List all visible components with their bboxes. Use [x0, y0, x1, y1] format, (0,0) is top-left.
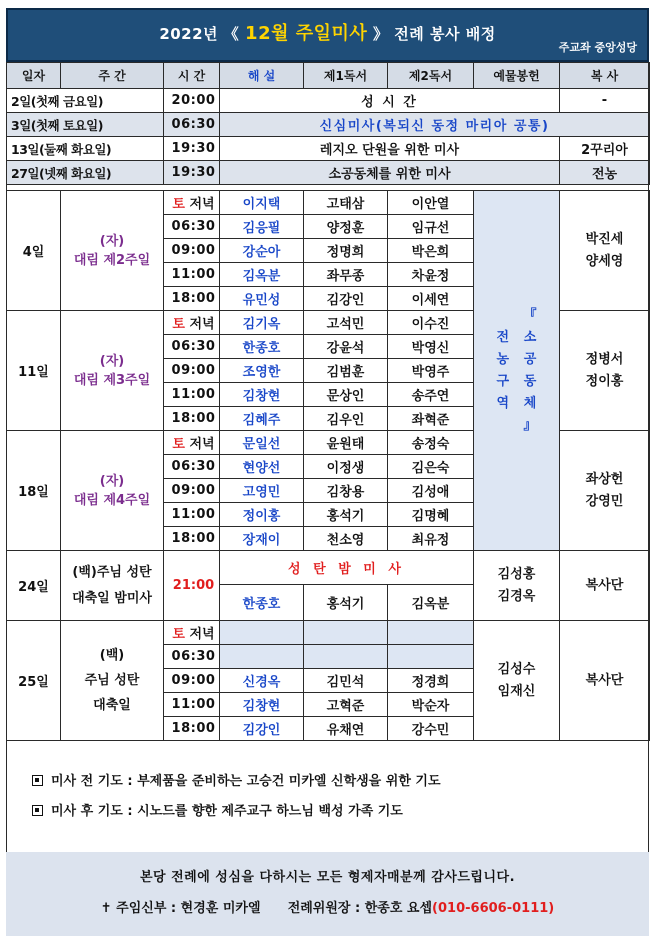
reader1	[304, 645, 388, 669]
title-open-bracket: 《	[223, 25, 240, 43]
square-bullet-icon	[32, 775, 43, 786]
reader1: 홍석기	[304, 503, 388, 527]
christmas-eve-label	[61, 551, 164, 621]
commentator: 김혜주	[220, 407, 304, 431]
reader2: 김명혜	[388, 503, 474, 527]
reader2: 김은숙	[388, 455, 474, 479]
offering-char: 『	[523, 307, 537, 323]
commentator: 현양선	[220, 455, 304, 479]
mass-time: 06:30	[164, 645, 220, 669]
special-date: 2일(첫째 금요일)	[7, 89, 164, 113]
offering-char: 소	[523, 329, 537, 345]
special-server: 전농	[560, 161, 650, 185]
liturgical-color: (자)	[99, 353, 125, 369]
reader1: 정명희	[304, 239, 388, 263]
offering-group-left	[496, 327, 509, 415]
sunday-week	[61, 191, 164, 311]
special-server: 2꾸리아	[560, 137, 650, 161]
pastor-signature: ✝ 주임신부 : 현경훈 미카엘	[100, 901, 261, 916]
mass-time: 18:00	[164, 527, 220, 551]
mass-time	[164, 191, 220, 215]
reader2: 강수민	[388, 717, 474, 741]
reader2: 송정숙	[388, 431, 474, 455]
offering-name: 김성홍	[497, 566, 536, 582]
offering-name: 김경옥	[497, 588, 536, 604]
special-row	[7, 137, 650, 161]
reader1: 홍석기	[304, 585, 388, 621]
reader1: 김민석	[304, 669, 388, 693]
reader2: 송주연	[388, 383, 474, 407]
title-subtitle: 주교좌 중앙성당	[558, 41, 637, 54]
header-commentator: 해 설	[220, 63, 304, 89]
commentator: 김창현	[220, 383, 304, 407]
reader1: 김창용	[304, 479, 388, 503]
reader1: 고석민	[304, 311, 388, 335]
reader2: 차윤정	[388, 263, 474, 287]
special-date: 27일(넷째 화요일)	[7, 161, 164, 185]
christmas-eve-event: 성 탄 밤 미 사	[220, 551, 474, 585]
mass-time: 09:00	[164, 669, 220, 693]
server-cell	[560, 431, 650, 551]
schedule-table	[6, 62, 650, 741]
commentator: 장재이	[220, 527, 304, 551]
reader2: 정경희	[388, 669, 474, 693]
offering-char: 역	[496, 395, 509, 411]
title-highlight: 12월 주일미사	[245, 23, 368, 44]
christmas-eve-row	[7, 551, 650, 585]
christmas-day-label-line: 대축일	[93, 698, 131, 713]
christmas-eve-date: 24일	[7, 551, 61, 621]
commentator: 한종호	[220, 585, 304, 621]
special-row	[7, 161, 650, 185]
server-name: 강영민	[585, 493, 624, 509]
header-reading2: 제2독서	[388, 63, 474, 89]
prayer-notes	[6, 767, 649, 827]
christmas-day-offering	[474, 621, 560, 741]
offering-char: 농	[496, 351, 509, 367]
server-cell	[560, 311, 650, 431]
commentator: 김강인	[220, 717, 304, 741]
offering-char: 체	[523, 395, 537, 411]
reader1: 김우인	[304, 407, 388, 431]
reader2: 임규선	[388, 215, 474, 239]
liturgical-color: (자)	[99, 473, 125, 489]
saturday-marker: 토	[172, 317, 185, 332]
special-time: 20:00	[164, 89, 220, 113]
mass-row	[7, 191, 650, 215]
reader1: 문상인	[304, 383, 388, 407]
special-date: 3일(첫째 토요일)	[7, 113, 164, 137]
thanks-message: 본당 전례에 성심을 다하시는 모든 형제자매분께 감사드립니다.	[139, 870, 516, 885]
server-name: 박진세	[585, 231, 624, 247]
reader2: 이수진	[388, 311, 474, 335]
special-event: 신심미사(복되신 동정 마리아 공통)	[220, 113, 650, 137]
commentator: 김응필	[220, 215, 304, 239]
christmas-eve-server: 복사단	[560, 551, 650, 621]
page-title	[8, 19, 647, 45]
offering-char: 전	[496, 329, 509, 345]
server-name: 양세영	[585, 253, 624, 269]
reader1: 천소영	[304, 527, 388, 551]
footer	[6, 852, 649, 936]
header-server: 복 사	[560, 63, 650, 89]
reader2: 김옥분	[388, 585, 474, 621]
reader1: 고태삼	[304, 191, 388, 215]
prayer-note	[32, 797, 649, 827]
mass-time: 11:00	[164, 693, 220, 717]
reader2: 이안열	[388, 191, 474, 215]
mass-time	[164, 311, 220, 335]
mass-time: 18:00	[164, 407, 220, 431]
mass-time	[164, 431, 220, 455]
header-date: 일자	[7, 63, 61, 89]
prayer-note	[32, 767, 649, 797]
mass-time: 06:30	[164, 455, 220, 479]
reader2: 박은희	[388, 239, 474, 263]
offering-char: 동	[523, 373, 537, 389]
special-date: 13일(둘째 화요일)	[7, 137, 164, 161]
reader2: 이세연	[388, 287, 474, 311]
header-offering: 예물봉헌	[474, 63, 560, 89]
chair-signature: 전례위원장 : 한종호 요셉	[287, 901, 433, 916]
mass-time: 18:00	[164, 287, 220, 311]
saturday-marker: 토	[172, 627, 185, 642]
sunday-week	[61, 311, 164, 431]
reader1: 이정생	[304, 455, 388, 479]
phone-number: (010-6606-0111)	[432, 901, 555, 916]
commentator: 이지택	[220, 191, 304, 215]
reader2	[388, 621, 474, 645]
special-time: 19:30	[164, 137, 220, 161]
commentator: 유민성	[220, 287, 304, 311]
offering-char: 』	[523, 417, 537, 433]
christmas-eve-time: 21:00	[164, 551, 220, 621]
special-event: 성 시 간	[220, 89, 560, 113]
mass-time-text: 저녁	[189, 627, 215, 642]
reader1	[304, 621, 388, 645]
reader2: 김성애	[388, 479, 474, 503]
server-name: 정이홍	[585, 373, 624, 389]
offering-char: 구	[496, 373, 509, 389]
mass-time: 06:30	[164, 215, 220, 239]
mass-row	[7, 621, 650, 645]
special-event: 소공동체를 위한 미사	[220, 161, 560, 185]
sunday-name: 대림 제4주일	[73, 492, 151, 508]
christmas-day-label-line: 주님 성탄	[84, 673, 140, 688]
mass-time-text: 저녁	[189, 197, 215, 212]
reader1: 윤원태	[304, 431, 388, 455]
commentator: 강순아	[220, 239, 304, 263]
sunday-week	[61, 431, 164, 551]
christmas-day-label-line: (백)	[99, 648, 125, 663]
commentator: 김기옥	[220, 311, 304, 335]
mass-time: 06:30	[164, 335, 220, 359]
server-name: 정병서	[585, 351, 624, 367]
reader1: 김강인	[304, 287, 388, 311]
header-time: 시 간	[164, 63, 220, 89]
commentator: 문일선	[220, 431, 304, 455]
commentator	[220, 645, 304, 669]
reader1: 양정훈	[304, 215, 388, 239]
signature-line	[6, 885, 649, 916]
square-bullet-icon	[32, 805, 43, 816]
special-row	[7, 89, 650, 113]
reader2: 좌혁준	[388, 407, 474, 431]
server-name: 좌상헌	[585, 471, 624, 487]
server-cell	[560, 191, 650, 311]
title-rest: 전례 봉사 배정	[394, 25, 496, 43]
title-bar	[6, 8, 649, 62]
schedule-page	[6, 8, 649, 916]
christmas-eve-label-line: 대축일 밤미사	[72, 590, 152, 606]
special-time: 19:30	[164, 161, 220, 185]
reader1: 유채연	[304, 717, 388, 741]
commentator: 신경옥	[220, 669, 304, 693]
mass-time: 09:00	[164, 479, 220, 503]
reader2: 박영신	[388, 335, 474, 359]
commentator: 고영민	[220, 479, 304, 503]
mass-time: 11:00	[164, 383, 220, 407]
reader1: 좌무종	[304, 263, 388, 287]
commentator: 조영한	[220, 359, 304, 383]
header-row	[7, 63, 650, 89]
special-time: 06:30	[164, 113, 220, 137]
reader2: 박영주	[388, 359, 474, 383]
title-close-bracket: 》	[373, 25, 389, 43]
commentator: 정이홍	[220, 503, 304, 527]
header-reading1: 제1독서	[304, 63, 388, 89]
mass-time: 09:00	[164, 239, 220, 263]
prayer-note-text: 미사 후 기도 : 시노드를 향한 제주교구 하느님 백성 가족 기도	[51, 804, 403, 819]
mass-time: 11:00	[164, 503, 220, 527]
reader2: 최유정	[388, 527, 474, 551]
commentator	[220, 621, 304, 645]
commentator: 김옥분	[220, 263, 304, 287]
special-row	[7, 113, 650, 137]
title-year: 2022년	[159, 25, 219, 43]
offering-group-right	[524, 305, 537, 437]
sunday-date: 4일	[7, 191, 61, 311]
sunday-date: 11일	[7, 311, 61, 431]
sunday-name: 대림 제2주일	[73, 252, 151, 268]
liturgical-color: (자)	[99, 233, 125, 249]
reader2: 박순자	[388, 693, 474, 717]
christmas-eve-label-line: (백)주님 성탄	[72, 564, 152, 580]
reader1: 고혁준	[304, 693, 388, 717]
christmas-day-date: 25일	[7, 621, 61, 741]
offering-group	[474, 191, 560, 551]
offering-char: 공	[523, 351, 537, 367]
special-server: -	[560, 89, 650, 113]
commentator: 김창현	[220, 693, 304, 717]
reader2	[388, 645, 474, 669]
saturday-marker: 토	[172, 437, 185, 452]
mass-time-text: 저녁	[189, 317, 215, 332]
christmas-eve-offering	[474, 551, 560, 621]
saturday-marker: 토	[172, 197, 185, 212]
christmas-day-server: 복사단	[560, 621, 650, 741]
reader1: 강윤석	[304, 335, 388, 359]
mass-time: 09:00	[164, 359, 220, 383]
sunday-date: 18일	[7, 431, 61, 551]
header-week: 주 간	[61, 63, 164, 89]
sunday-name: 대림 제3주일	[73, 372, 151, 388]
mass-time	[164, 621, 220, 645]
reader1: 김범훈	[304, 359, 388, 383]
offering-name: 김성수	[497, 661, 536, 677]
mass-time: 11:00	[164, 263, 220, 287]
commentator: 한종호	[220, 335, 304, 359]
mass-time-text: 저녁	[189, 437, 215, 452]
christmas-day-label	[61, 621, 164, 741]
mass-time: 18:00	[164, 717, 220, 741]
offering-name: 임재신	[497, 683, 536, 699]
prayer-note-text: 미사 전 기도 : 부제품을 준비하는 고승건 미카엘 신학생을 위한 기도	[51, 774, 441, 789]
special-event: 레지오 단원을 위한 미사	[220, 137, 560, 161]
